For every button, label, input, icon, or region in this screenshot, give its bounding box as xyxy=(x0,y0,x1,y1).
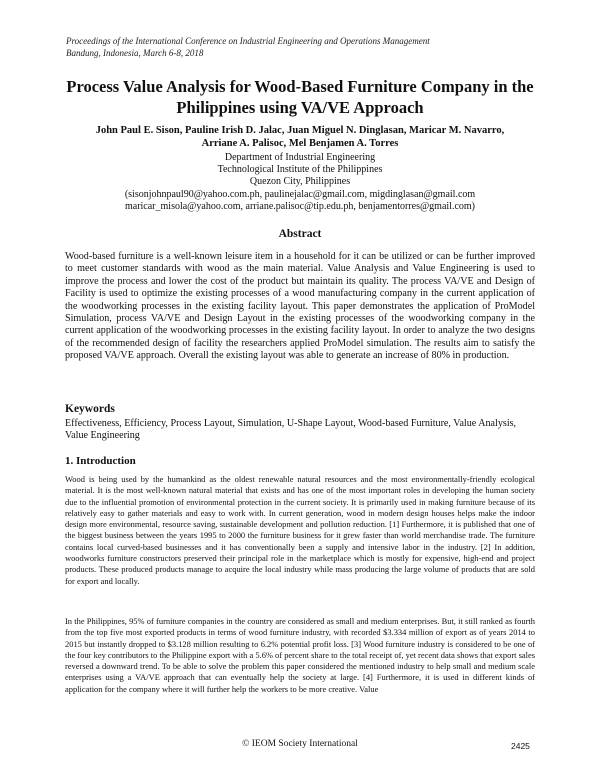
institute: Technological Institute of the Philippines xyxy=(217,164,383,176)
abstract-heading: Abstract xyxy=(278,228,322,240)
keywords-heading: Keywords xyxy=(65,403,115,415)
author-list xyxy=(40,124,560,150)
emails-line-1: (sisonjohnpaul90@yahoo.com.ph, paulinejalac@gmail.com, migdinglasan@gmail.com xyxy=(124,188,476,200)
authors-line-2: Arriane A. Palisoc, Mel Benjamen A. Torres xyxy=(201,138,399,149)
introduction-paragraph-1: Wood is being used by the humankind as the oldest renewable natural resources and the most environmentally-friendly ecological material. It is the most well-known natural material that exists and has one of the most important roles in developing the human society due to the influential promotion of environmental protection in the current society. It is primarily used in making furniture because of its relatively easy to gather materials and easy to work with. In current generation, wood in modern design houses helps make the indoor design more environmental, resource saving, sustainable development and pollution reduction. [1] Furthermore, it is published that one of the biggest business between the years 1995 to 2000 the furniture business for it grew faster than world merchandise trade. The furniture contains local curved-based businesses and it has conventionally been a supply and intensive labor in the industry. [2] In addition, woodworks furniture constructors preserved their principal role in the marketplace which is mostly for expensive, high-end and project products. These produced products manage to acquire the local industry while mass producing the large volume of products that are sold for export and locally. xyxy=(65,474,535,586)
conference-header xyxy=(66,35,536,59)
paper-title: Process Value Analysis for Wood-Based Furniture Company in the Philippines using VA/VE Approach xyxy=(66,77,534,117)
conference-location: Bandung, Indonesia, March 6-8, 2018 xyxy=(66,48,204,58)
conference-name: Proceedings of the International Conference on Industrial Engineering and Operations Management xyxy=(66,36,430,46)
affiliation-block xyxy=(40,152,560,213)
department: Department of Industrial Engineering xyxy=(224,152,376,163)
copyright-footer: © IEOM Society International xyxy=(242,739,358,749)
page-number: 2425 xyxy=(511,741,530,751)
introduction-heading: 1. Introduction xyxy=(65,455,136,467)
authors-line-1: John Paul E. Sison, Pauline Irish D. Jalac, Juan Miguel N. Dinglasan, Maricar M. Navarro, xyxy=(95,125,505,136)
introduction-paragraph-2: In the Philippines, 95% of furniture companies in the country are considered as small and medium enterprises. But, it still ranked as fourth from the top five most exported products in terms of wood furniture industry, with recorded $3.334 million of export as of years 2014 to 2015 but instantly dropped to $3.128 million resulting to 6.2% potential profit loss. [3] Wood furniture industry is considered to be one of the four key contributors to the Philippine export with a 5.6% of percent share to the total receipt of, yet recent data shows that export sales reversed a downward trend. To be able to solve the problem this paper considered the mentioned industry to help small and medium scale enterprises using a VA/VE approach that can eventually help the society at large. [4] Furthermore, it is used in different kinds of application for the company where it will further help the workers to be more creative. Value xyxy=(65,616,535,694)
keywords-text: Effectiveness, Efficiency, Process Layout, Simulation, U-Shape Layout, Wood-based Furniture, Value Analysis, Value Engineering xyxy=(65,418,517,442)
emails-line-2: maricar_misola@yahoo.com, arriane.palisoc@tip.edu.ph, benjamentorres@gmail.com) xyxy=(124,200,475,212)
city: Quezon City, Philippines xyxy=(249,176,351,188)
abstract-text: Wood-based furniture is a well-known leisure item in a household for it can be utilized or can be further improved to meet customer standards with wood as the main material. Value Analysis and Value Engineering is used to improve the process and lower the cost of the product but maintain its quality. The process VA/VE and Design of Facility is used to optimize the existing processes of a wood manufacturing company in the current application of the woodworking processes in the existing facility layout. This paper demonstrates the application of ProModel Simulation, process VA/VE and Design Layout in the existing processes of the woodworking company in the current application of the woodworking processes in the existing facility layout. In order to analyze the two designs of the recommended design of facility the researchers applied ProModel simulation. The results aim to satisfy the proposed VA/VE approach. Overall the existing layout was able to generate an increase of 80% in production. xyxy=(65,251,535,362)
